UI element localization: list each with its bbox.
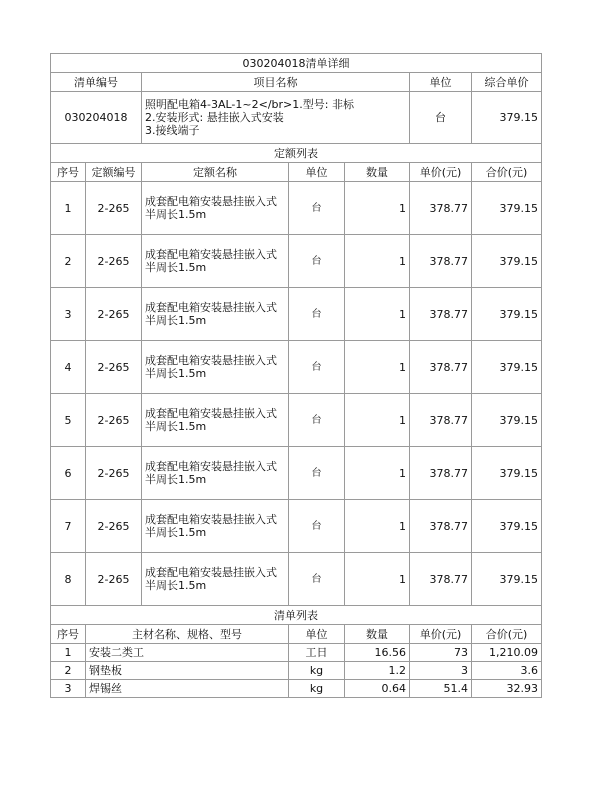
quota-row-qty: 1 — [345, 341, 410, 394]
material-row-unit-price: 51.4 — [410, 680, 472, 698]
material-row-total: 32.93 — [472, 680, 542, 698]
quota-row-name — [142, 553, 289, 606]
quota-row-name-line: 成套配电箱安装悬挂嵌入式 — [145, 513, 277, 526]
quota-row-name-line: 半周长1.5m — [145, 314, 207, 327]
material-row-no: 2 — [51, 662, 86, 680]
quota-row-name-line: 半周长1.5m — [145, 261, 207, 274]
quota-row-unit: 台 — [289, 553, 345, 606]
quota-row-name — [142, 341, 289, 394]
quota-row — [51, 288, 542, 341]
quota-header-name: 定额名称 — [142, 163, 289, 182]
quota-row-name-line: 半周长1.5m — [145, 526, 207, 539]
quota-row-qty: 1 — [345, 500, 410, 553]
quota-row-no: 6 — [51, 447, 86, 500]
material-header-qty-unit: 单位 — [289, 625, 345, 644]
quota-row-unit-price: 378.77 — [410, 394, 472, 447]
quota-row-total: 379.15 — [472, 235, 542, 288]
material-row-no: 3 — [51, 680, 86, 698]
quota-header-code: 定额编号 — [86, 163, 142, 182]
material-header-name: 主材名称、规格、型号 — [86, 625, 289, 644]
quota-row-qty: 1 — [345, 235, 410, 288]
quota-row-total: 379.15 — [472, 553, 542, 606]
quota-row-unit-price: 378.77 — [410, 447, 472, 500]
quota-row-no: 5 — [51, 394, 86, 447]
quota-row-code: 2-265 — [86, 447, 142, 500]
material-row-total: 3.6 — [472, 662, 542, 680]
quota-row-code: 2-265 — [86, 288, 142, 341]
quota-row-no: 2 — [51, 235, 86, 288]
quota-row-code: 2-265 — [86, 182, 142, 235]
material-row-name: 钢垫板 — [86, 662, 289, 680]
quota-row-name — [142, 182, 289, 235]
quota-row-total: 379.15 — [472, 288, 542, 341]
quota-row-name-line: 成套配电箱安装悬挂嵌入式 — [145, 566, 277, 579]
material-row-unit-price: 73 — [410, 644, 472, 662]
quota-row-qty: 1 — [345, 394, 410, 447]
quota-row-unit: 台 — [289, 235, 345, 288]
quota-row-no: 1 — [51, 182, 86, 235]
quota-row-name — [142, 500, 289, 553]
quota-row-unit: 台 — [289, 288, 345, 341]
quota-row-code: 2-265 — [86, 553, 142, 606]
material-row-qty: 1.2 — [345, 662, 410, 680]
quota-row-unit-price: 378.77 — [410, 500, 472, 553]
quota-header-qty: 数量 — [345, 163, 410, 182]
quota-row-qty: 1 — [345, 288, 410, 341]
material-row-unit: kg — [289, 680, 345, 698]
quota-row-code: 2-265 — [86, 235, 142, 288]
quota-row-name-line: 半周长1.5m — [145, 579, 207, 592]
quota-row — [51, 553, 542, 606]
quota-row-qty: 1 — [345, 447, 410, 500]
material-row-unit-price: 3 — [410, 662, 472, 680]
material-row-qty: 16.56 — [345, 644, 410, 662]
quota-row-total: 379.15 — [472, 182, 542, 235]
quota-row-unit-price: 378.77 — [410, 341, 472, 394]
quota-row-name-line: 半周长1.5m — [145, 473, 207, 486]
quota-row — [51, 500, 542, 553]
material-row-name: 安装二类工 — [86, 644, 289, 662]
header-list-code: 清单编号 — [51, 73, 142, 92]
quota-row-unit-price: 378.77 — [410, 553, 472, 606]
list-item-name-line: 照明配电箱4-3AL-1~2</br>1.型号: 非标 — [145, 98, 354, 111]
quota-row-name-line: 半周长1.5m — [145, 367, 207, 380]
quota-row-name-line: 成套配电箱安装悬挂嵌入式 — [145, 354, 277, 367]
quota-row-name-line: 成套配电箱安装悬挂嵌入式 — [145, 460, 277, 473]
list-item-unit: 台 — [410, 92, 472, 144]
quota-row-name-line: 成套配电箱安装悬挂嵌入式 — [145, 195, 277, 208]
quota-section-title: 定额列表 — [51, 144, 542, 163]
material-row-unit: kg — [289, 662, 345, 680]
material-row — [51, 680, 542, 698]
bill-detail-table — [50, 53, 542, 698]
material-header-unit-price: 单价(元) — [410, 625, 472, 644]
header-composite-price: 综合单价 — [472, 73, 542, 92]
header-unit: 单位 — [410, 73, 472, 92]
quota-row-name — [142, 447, 289, 500]
quota-row-unit-price: 378.77 — [410, 288, 472, 341]
quota-row-total: 379.15 — [472, 341, 542, 394]
quota-row — [51, 447, 542, 500]
material-row-qty: 0.64 — [345, 680, 410, 698]
quota-row-unit: 台 — [289, 182, 345, 235]
quota-row — [51, 182, 542, 235]
quota-row-name — [142, 235, 289, 288]
quota-row — [51, 341, 542, 394]
material-row — [51, 644, 542, 662]
material-section-title: 清单列表 — [51, 606, 542, 625]
quota-row-name-line: 半周长1.5m — [145, 208, 207, 221]
quota-row-unit: 台 — [289, 394, 345, 447]
quota-header-total: 合价(元) — [472, 163, 542, 182]
quota-row-name-line: 成套配电箱安装悬挂嵌入式 — [145, 301, 277, 314]
material-row-unit: 工日 — [289, 644, 345, 662]
quota-row-qty: 1 — [345, 553, 410, 606]
quota-row-qty: 1 — [345, 182, 410, 235]
quota-row — [51, 394, 542, 447]
quota-row-code: 2-265 — [86, 341, 142, 394]
quota-row-name-line: 半周长1.5m — [145, 420, 207, 433]
material-row-name: 焊锡丝 — [86, 680, 289, 698]
quota-row-code: 2-265 — [86, 500, 142, 553]
quota-row-total: 379.15 — [472, 447, 542, 500]
material-header-no: 序号 — [51, 625, 86, 644]
quota-row-no: 4 — [51, 341, 86, 394]
material-header-qty: 数量 — [345, 625, 410, 644]
quota-row-total: 379.15 — [472, 394, 542, 447]
quota-row-name-line: 成套配电箱安装悬挂嵌入式 — [145, 407, 277, 420]
quota-header-unit-price: 单价(元) — [410, 163, 472, 182]
quota-row-unit: 台 — [289, 500, 345, 553]
material-row-no: 1 — [51, 644, 86, 662]
quota-row-unit-price: 378.77 — [410, 182, 472, 235]
list-item-name-line: 3.接线端子 — [145, 124, 200, 137]
quota-row-name — [142, 394, 289, 447]
quota-row-unit: 台 — [289, 447, 345, 500]
list-item-name — [142, 92, 410, 144]
quota-row-name-line: 成套配电箱安装悬挂嵌入式 — [145, 248, 277, 261]
quota-row-no: 3 — [51, 288, 86, 341]
material-row-total: 1,210.09 — [472, 644, 542, 662]
quota-row-no: 8 — [51, 553, 86, 606]
quota-header-no: 序号 — [51, 163, 86, 182]
list-item-name-line: 2.安装形式: 悬挂嵌入式安装 — [145, 111, 284, 124]
quota-row-unit-price: 378.77 — [410, 235, 472, 288]
quota-row-total: 379.15 — [472, 500, 542, 553]
header-item-name: 项目名称 — [142, 73, 410, 92]
quota-header-unit: 单位 — [289, 163, 345, 182]
material-row — [51, 662, 542, 680]
list-item-code: 030204018 — [51, 92, 142, 144]
quota-row-unit: 台 — [289, 341, 345, 394]
quota-row-code: 2-265 — [86, 394, 142, 447]
list-item-price: 379.15 — [472, 92, 542, 144]
quota-row-no: 7 — [51, 500, 86, 553]
quota-row-name — [142, 288, 289, 341]
table-title: 030204018清单详细 — [51, 54, 542, 73]
material-header-total: 合价(元) — [472, 625, 542, 644]
quota-row — [51, 235, 542, 288]
